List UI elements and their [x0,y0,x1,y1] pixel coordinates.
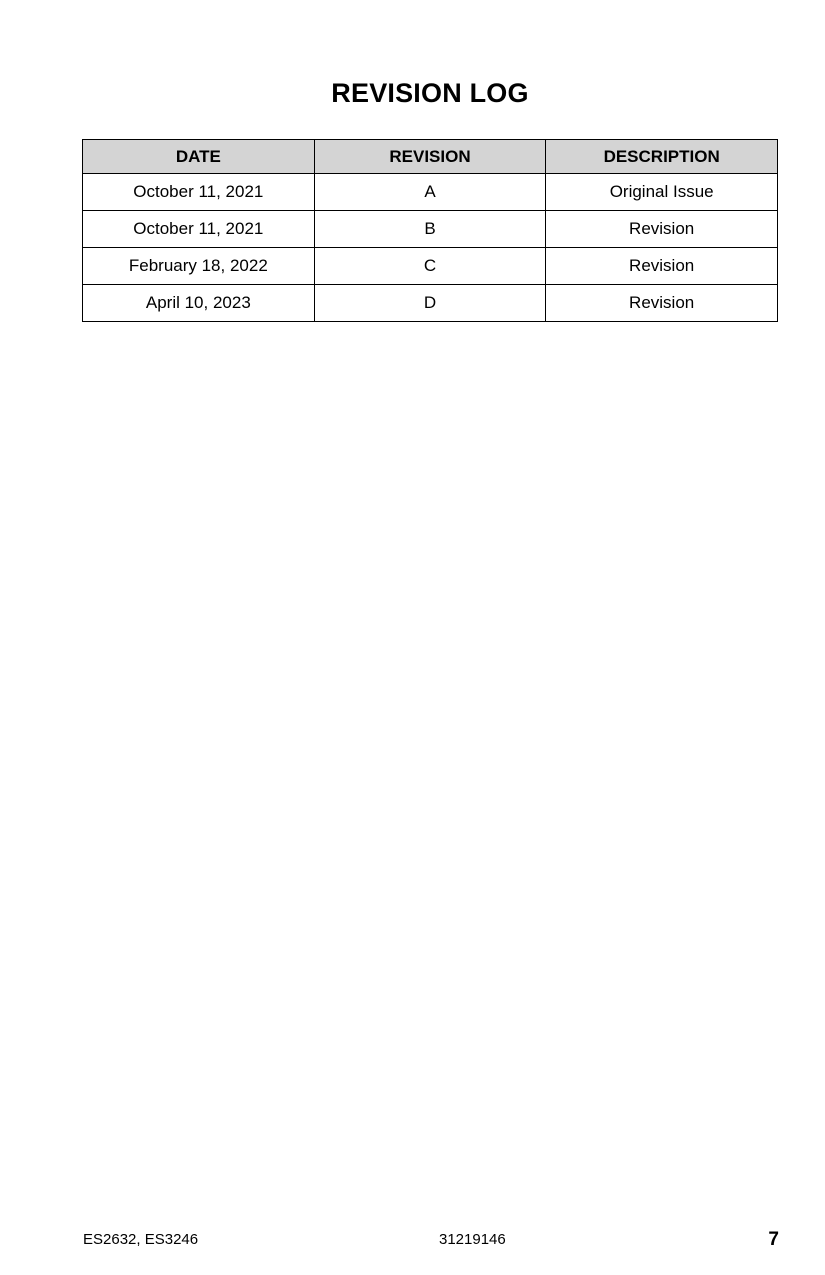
table-row [83,285,778,322]
header-revision: REVISION [314,140,546,174]
page-title: REVISION LOG [331,78,529,108]
table-row [83,248,778,285]
cell-revision: B [314,211,546,248]
cell-description: Revision [546,211,778,248]
page-number: 7 [768,1229,779,1250]
header-date: DATE [83,140,315,174]
cell-date: April 10, 2023 [83,285,315,322]
cell-description: Revision [546,285,778,322]
footer-models: ES2632, ES3246 [83,1231,199,1248]
cell-description: Original Issue [546,174,778,211]
footer-doc-number: 31219146 [439,1231,506,1248]
cell-revision: A [314,174,546,211]
cell-date: October 11, 2021 [83,211,315,248]
table-row [83,211,778,248]
cell-date: October 11, 2021 [83,174,315,211]
cell-revision: C [314,248,546,285]
cell-description: Revision [546,248,778,285]
revision-log-table [82,139,778,322]
header-description: DESCRIPTION [546,140,778,174]
table-row [83,174,778,211]
table-header-row [83,140,778,174]
cell-revision: D [314,285,546,322]
cell-date: February 18, 2022 [83,248,315,285]
